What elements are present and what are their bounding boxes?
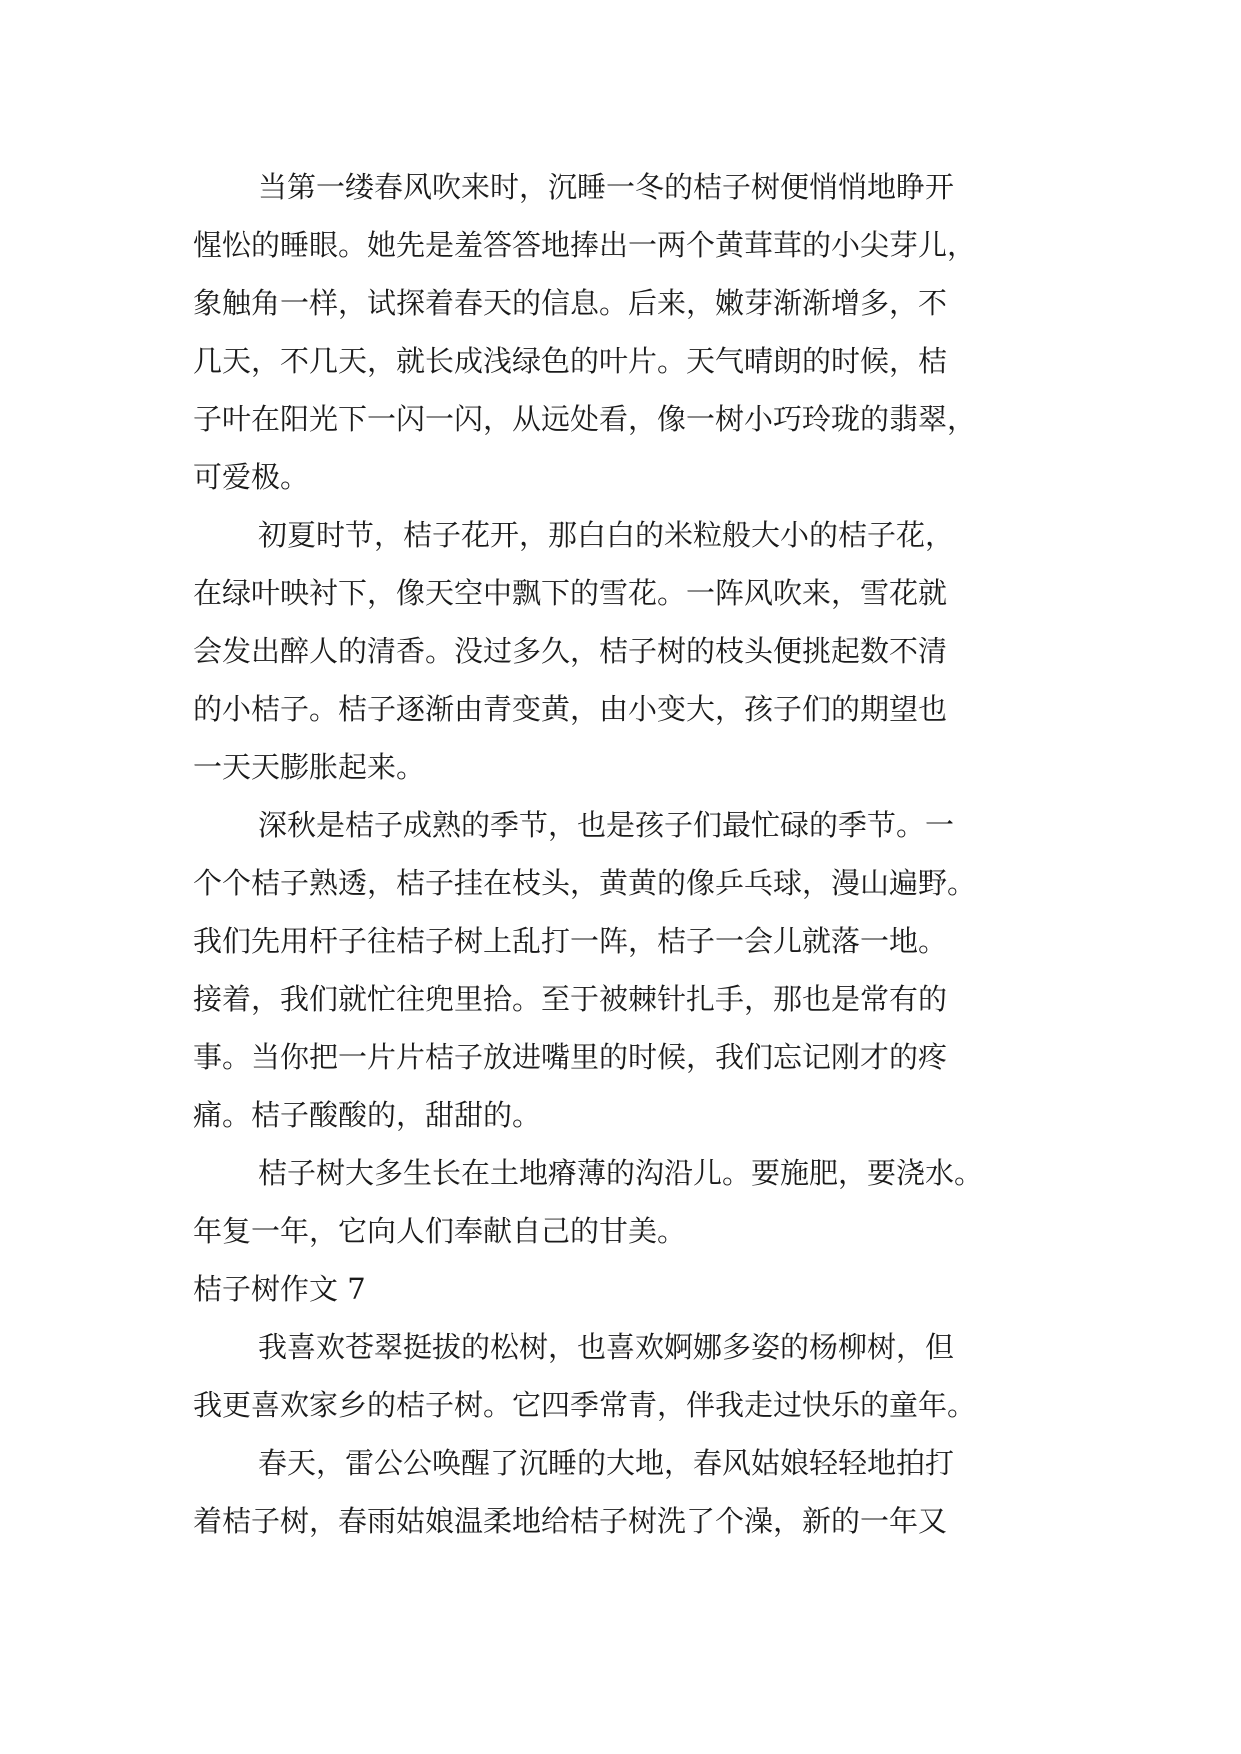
text-line: 惺忪的睡眼。她先是羞答答地捧出一两个黄茸茸的小尖芽儿， [193,228,977,262]
text-line: 桔子树大多生长在土地瘠薄的沟沿儿。要施肥，要浇水。 [258,1156,984,1190]
text-line: 会发出醉人的清香。没过多久，桔子树的枝头便挑起数不清 [193,634,948,668]
text-line: 几天，不几天，就长成浅绿色的叶片。天气晴朗的时候，桔 [193,344,948,378]
text-line: 我们先用杆子往桔子树上乱打一阵，桔子一会儿就落一地。 [193,924,948,958]
text-line: 子叶在阳光下一闪一闪，从远处看，像一树小巧玲珑的翡翠， [193,402,977,436]
text-line: 我喜欢苍翠挺拔的松树，也喜欢婀娜多姿的杨柳树，但 [258,1330,955,1364]
text-line: 一天天膨胀起来。 [193,750,426,784]
text-line: 可爱极。 [193,460,310,494]
text-line: 象触角一样，试探着春天的信息。后来，嫩芽渐渐增多，不 [193,286,948,320]
section-heading: 桔子树作文 7 [193,1272,366,1306]
text-line: 初夏时节，桔子花开，那白白的米粒般大小的桔子花， [258,518,955,552]
text-line: 当第一缕春风吹来时，沉睡一冬的桔子树便悄悄地睁开 [258,170,955,204]
text-line: 春天，雷公公唤醒了沉睡的大地，春风姑娘轻轻地拍打 [258,1446,955,1480]
text-line: 着桔子树，春雨姑娘温柔地给桔子树洗了个澡，新的一年又 [193,1504,948,1538]
text-line: 在绿叶映衬下，像天空中飘下的雪花。一阵风吹来，雪花就 [193,576,948,610]
essay-text [193,158,1073,1550]
text-line: 年复一年，它向人们奉献自己的甘美。 [193,1214,687,1248]
text-line: 我更喜欢家乡的桔子树。它四季常青，伴我走过快乐的童年。 [193,1388,977,1422]
text-line: 个个桔子熟透，桔子挂在枝头，黄黄的像乒乓球，漫山遍野。 [193,866,977,900]
text-line: 的小桔子。桔子逐渐由青变黄，由小变大，孩子们的期望也 [193,692,948,726]
text-line: 事。当你把一片片桔子放进嘴里的时候，我们忘记刚才的疼 [193,1040,948,1074]
text-line: 接着，我们就忙往兜里拾。至于被棘针扎手，那也是常有的 [193,982,948,1016]
text-line: 痛。桔子酸酸的，甜甜的。 [193,1098,542,1132]
text-line: 深秋是桔子成熟的季节，也是孩子们最忙碌的季节。一 [258,808,955,842]
